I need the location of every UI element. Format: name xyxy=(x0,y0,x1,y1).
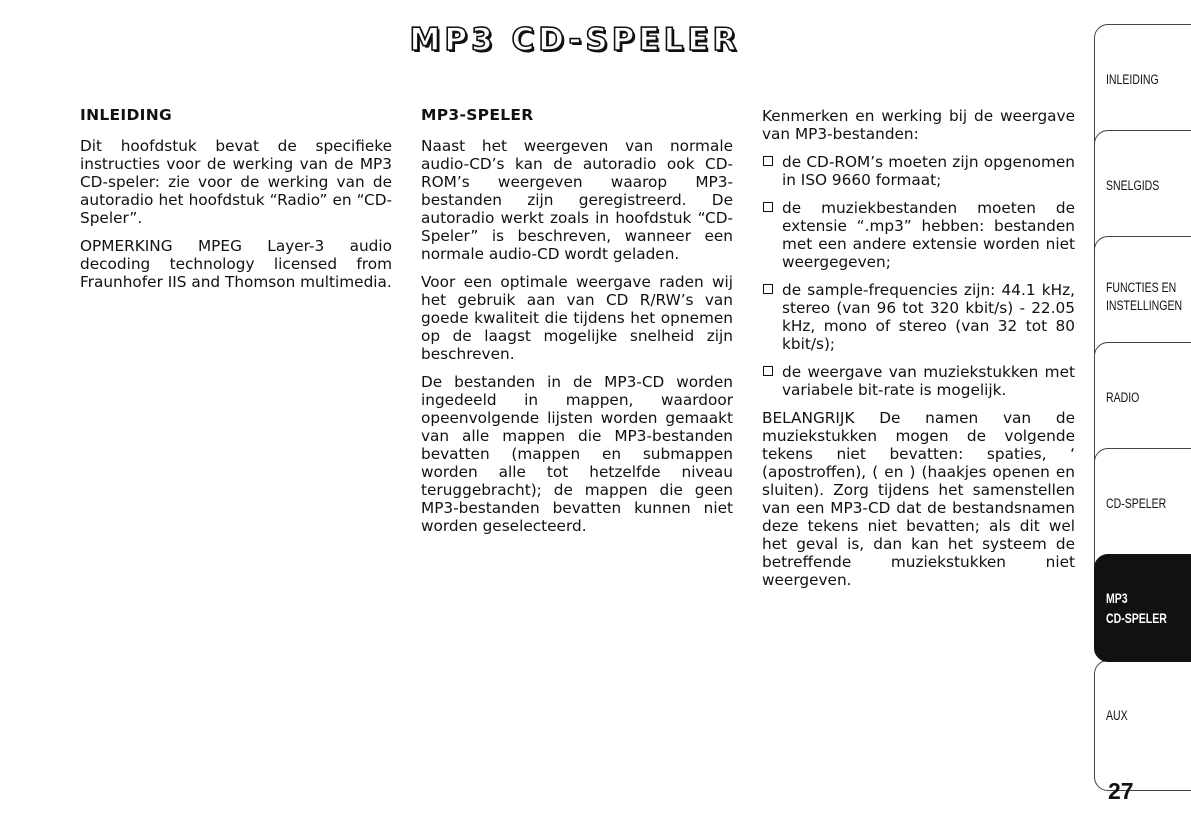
page-title: MP3 CD-SPELER xyxy=(409,22,741,58)
bullet-item xyxy=(762,363,1075,399)
bullet-text: de muziekbestanden moeten de extensie “.mp3” hebben: bestanden met een andere extensie worden niet weergegeven; xyxy=(782,199,1075,271)
paragraph-intro: Kenmerken en werking bij de weergave van MP3-bestanden: xyxy=(762,107,1075,143)
bullet-text: de weergave van muziekstukken met variabele bit-rate is mogelijk. xyxy=(782,363,1075,399)
tab-mp3-cd-speler-active[interactable] xyxy=(1094,554,1191,662)
paragraph-important: BELANGRIJK De namen van de muziekstukken mogen de volgende tekens niet bevatten: spaties, ‘ (apostroffen), ( en ) (haakjes openen en sluiten). Zorg tijdens het samenstellen van een MP3-CD dat de bestandsnamen deze tekens niet bevatten; als dit wel het geval is, dan kan het systeem de betreffende muziekstukken niet weergeven. xyxy=(762,409,1075,589)
paragraph: Dit hoofdstuk bevat de specifieke instructies voor de werking van de MP3 CD-speler: zie voor de werking van de autoradio het hoofdstuk “Radio” en “CD-Speler”. xyxy=(80,137,392,227)
checkbox-bullet-icon xyxy=(763,202,773,212)
column-mp3-player xyxy=(421,106,733,545)
column-features xyxy=(762,107,1075,599)
tab-label: RADIO xyxy=(1106,390,1140,405)
tab-label-line2: CD-SPELER xyxy=(1106,611,1167,626)
tab-label-line2: INSTELLINGEN xyxy=(1106,298,1183,313)
section-heading-mp3-speler: MP3-SPELER xyxy=(421,106,534,124)
paragraph: De bestanden in de MP3-CD worden ingedeeld in mappen, waardoor opeenvolgende lijsten worden gemaakt van alle mappen die MP3-bestanden bevatten (mappen en submappen worden alle tot hetzelfde niveau teruggebracht); de mappen die geen MP3-bestanden bevatten kunnen niet worden geselecteerd. xyxy=(421,373,733,535)
checkbox-bullet-icon xyxy=(763,366,773,376)
tab-label: CD-SPELER xyxy=(1106,496,1167,511)
paragraph-note: OPMERKING MPEG Layer-3 audio decoding technology licensed from Fraunhofer IIS and Thomson multimedia. xyxy=(80,237,392,291)
tab-label: SNELGIDS xyxy=(1106,178,1160,193)
bullet-item xyxy=(762,281,1075,353)
column-introduction xyxy=(80,106,392,301)
bullet-text: de CD-ROM’s moeten zijn opgenomen in ISO 9660 formaat; xyxy=(782,153,1075,189)
paragraph: Voor een optimale weergave raden wij het gebruik aan van CD R/RW’s van goede kwaliteit die tijdens het opnemen op de laagst mogelijke snelheid zijn beschreven. xyxy=(421,273,733,363)
bullet-item xyxy=(762,153,1075,189)
tab-aux[interactable] xyxy=(1094,660,1191,791)
checkbox-bullet-icon xyxy=(763,284,773,294)
paragraph: Naast het weergeven van normale audio-CD’s kan de autoradio ook CD-ROM’s weergeven waarop MP3-bestanden zijn geregistreerd. De autoradio werkt zoals in hoofdstuk “CD-Speler” is beschreven, wanneer een normale audio-CD wordt geladen. xyxy=(421,137,733,263)
section-heading-inleiding: INLEIDING xyxy=(80,106,172,124)
tab-label: AUX xyxy=(1106,708,1128,723)
bullet-item xyxy=(762,199,1075,271)
tab-label: INLEIDING xyxy=(1106,72,1159,87)
page-number: 27 xyxy=(1108,778,1134,804)
bullet-text: de sample-frequencies zijn: 44.1 kHz, stereo (van 96 tot 320 kbit/s) - 22.05 kHz, mono of stereo (van 32 tot 80 kbit/s); xyxy=(782,281,1075,353)
tab-label-line1: MP3 xyxy=(1106,591,1128,606)
tab-label-line1: FUNCTIES EN xyxy=(1106,280,1177,295)
checkbox-bullet-icon xyxy=(763,156,773,166)
